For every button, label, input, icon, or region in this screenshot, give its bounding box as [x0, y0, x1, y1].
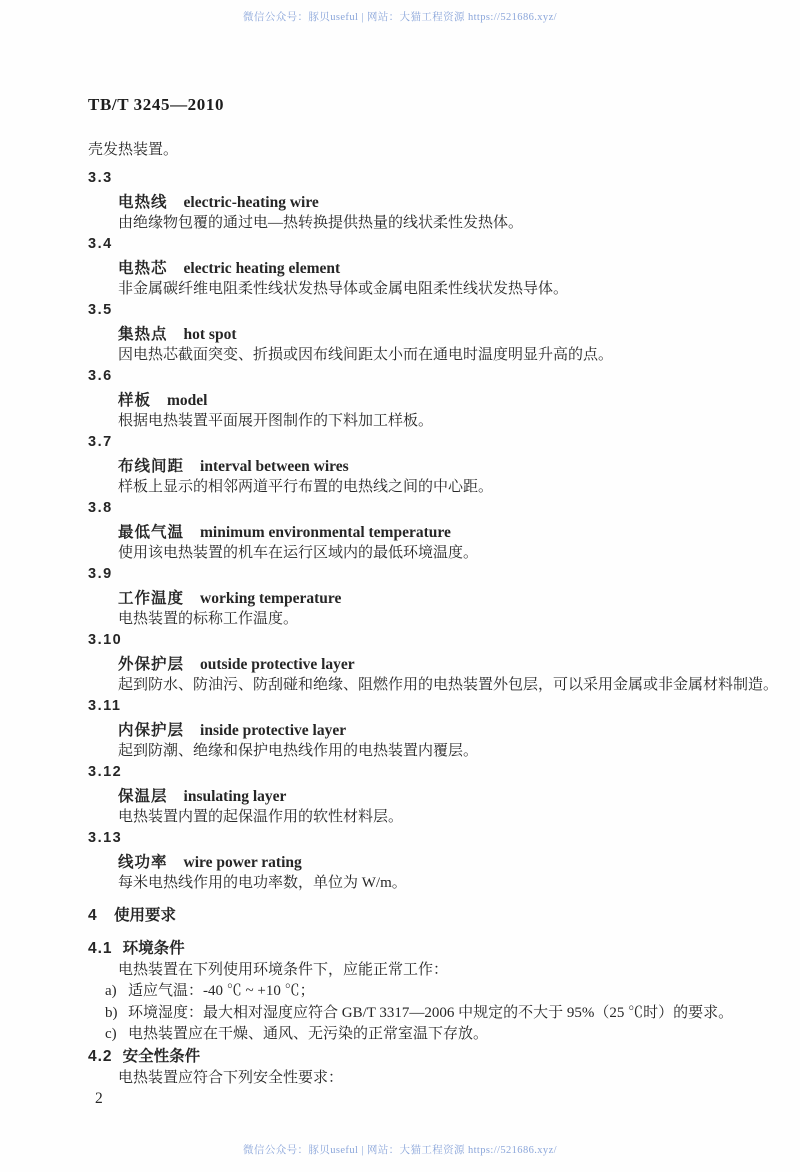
- term-line: [118, 853, 760, 873]
- term-line: [118, 259, 760, 279]
- term-chinese: 布线间距: [118, 458, 185, 475]
- term-chinese: 最低气温: [118, 524, 185, 541]
- definition-text: 每米电热线作用的电功率数，单位为 W/m。: [118, 875, 407, 891]
- watermark-bottom: 微信公众号：豚贝useful | 网站：大猫工程资源 https://521686.xyz/: [243, 1145, 557, 1156]
- page-content: [88, 0, 779, 1109]
- term-chinese: 集热点: [118, 326, 168, 343]
- term-chinese: 电热线: [118, 194, 168, 211]
- definition-block: [88, 630, 779, 695]
- list-item: [105, 1024, 760, 1046]
- clause-number: 3.12: [88, 764, 123, 780]
- term-english: insulating layer: [183, 788, 287, 805]
- term-english: electric heating element: [183, 260, 341, 277]
- definition-text: 根据电热装置平面展开图制作的下料加工样板。: [118, 413, 434, 429]
- clause-number: 3.7: [88, 434, 113, 450]
- section-4-2-intro: 电热装置应符合下列安全性要求：: [118, 1069, 344, 1086]
- clause-number: 3.6: [88, 368, 113, 384]
- term-english: wire power rating: [183, 854, 302, 871]
- definition-text: 因电热芯截面突变、折损或因布线间距太小而在通电时温度明显升高的点。: [118, 347, 614, 363]
- clause-number: 3.4: [88, 236, 113, 252]
- definition-text: 由绝缘物包覆的通过电—热转换提供热量的线状柔性发热体。: [118, 215, 524, 231]
- definition-text: 使用该电热装置的机车在运行区域内的最低环境温度。: [118, 545, 479, 561]
- definition-block: [88, 432, 760, 497]
- list-item-marker: b): [105, 1004, 118, 1021]
- terms-definitions-list: [88, 168, 779, 893]
- term-english: inside protective layer: [200, 722, 347, 739]
- definition-block: [88, 168, 760, 233]
- list-item-text: 环境湿度：最大相对湿度应符合 GB/T 3317—2006 中规定的不大于 95%（25 ℃时）的要求。: [128, 1004, 734, 1021]
- definition-block: [88, 696, 760, 761]
- term-english: outside protective layer: [200, 656, 355, 673]
- page-number: 2: [95, 1089, 103, 1107]
- term-english: model: [167, 392, 208, 409]
- term-chinese: 外保护层: [118, 656, 185, 673]
- definition-text: 电热装置的标称工作温度。: [118, 611, 299, 627]
- term-line: [118, 787, 760, 807]
- definition-block: [88, 300, 760, 365]
- term-line: [118, 655, 760, 675]
- definition-text: 起到防水、防油污、防刮碰和绝缘、阻燃作用的电热装置外包层，可以采用金属或非金属材料制造。: [118, 677, 779, 693]
- term-line: [118, 457, 760, 477]
- section-4-heading: [88, 905, 760, 927]
- intro-continuation-text: 壳发热装置。: [88, 142, 179, 158]
- definition-text: 电热装置内置的起保温作用的软性材料层。: [118, 809, 404, 825]
- definition-block: [88, 828, 760, 893]
- doc-number-header: TB/T 3245—2010: [88, 95, 225, 114]
- section-4-2-number: 4.2: [88, 1047, 113, 1065]
- list-item-text: 适应气温：-40 ℃ ~ +10 ℃；: [128, 983, 315, 999]
- clause-number: 3.5: [88, 302, 113, 318]
- term-english: working temperature: [200, 590, 342, 607]
- clause-number: 3.9: [88, 566, 113, 582]
- section-4-1-heading: [88, 938, 760, 960]
- term-line: [118, 589, 760, 609]
- section-4-1-title: 环境条件: [122, 940, 185, 957]
- definition-block: [88, 498, 760, 563]
- term-english: hot spot: [183, 326, 237, 343]
- clause-number: 3.13: [88, 830, 123, 846]
- watermark-top: 微信公众号：豚贝useful | 网站：大猫工程资源 https://521686.xyz/: [243, 12, 557, 23]
- term-chinese: 工作温度: [118, 590, 185, 607]
- definition-text: 非金属碳纤维电阻柔性线状发热导体或金属电阻柔性线状发热导体。: [118, 281, 569, 297]
- definition-text: 起到防潮、绝缘和保护电热线作用的电热装置内覆层。: [118, 743, 479, 759]
- section-4-2-heading: [88, 1046, 760, 1068]
- term-chinese: 保温层: [118, 788, 168, 805]
- definition-block: [88, 234, 760, 299]
- definition-block: [88, 762, 760, 827]
- list-item: [105, 1003, 760, 1025]
- term-line: [118, 523, 760, 543]
- list-item-marker: c): [105, 1026, 117, 1042]
- term-english: interval between wires: [200, 458, 349, 475]
- clause-number: 3.11: [88, 698, 122, 714]
- term-chinese: 样板: [118, 392, 152, 409]
- section-4-2-title: 安全性条件: [122, 1047, 201, 1065]
- term-chinese: 内保护层: [118, 722, 185, 739]
- definition-block: [88, 564, 760, 629]
- term-english: electric-heating wire: [183, 194, 319, 211]
- definition-text: 样板上显示的相邻两道平行布置的电热线之间的中心距。: [118, 479, 494, 495]
- section-4-1-intro: 电热装置在下列使用环境条件下，应能正常工作：: [118, 962, 449, 978]
- list-item-marker: a): [105, 983, 117, 999]
- definition-block: [88, 366, 760, 431]
- list-item: [105, 981, 760, 1003]
- section-4-title: 使用要求: [114, 907, 177, 924]
- list-item-text: 电热装置应在干燥、通风、无污染的正常室温下存放。: [128, 1026, 489, 1042]
- term-line: [118, 721, 760, 741]
- term-line: [118, 391, 760, 411]
- term-english: minimum environmental temperature: [200, 524, 451, 541]
- section-4-1-number: 4.1: [88, 940, 113, 957]
- term-chinese: 电热芯: [118, 260, 168, 277]
- environment-condition-list: [105, 981, 760, 1046]
- section-4-number: 4: [88, 907, 97, 924]
- clause-number: 3.8: [88, 500, 113, 516]
- clause-number: 3.3: [88, 170, 113, 186]
- term-chinese: 线功率: [118, 854, 168, 871]
- term-line: [118, 325, 760, 345]
- clause-number: 3.10: [88, 632, 123, 648]
- term-line: [118, 193, 760, 213]
